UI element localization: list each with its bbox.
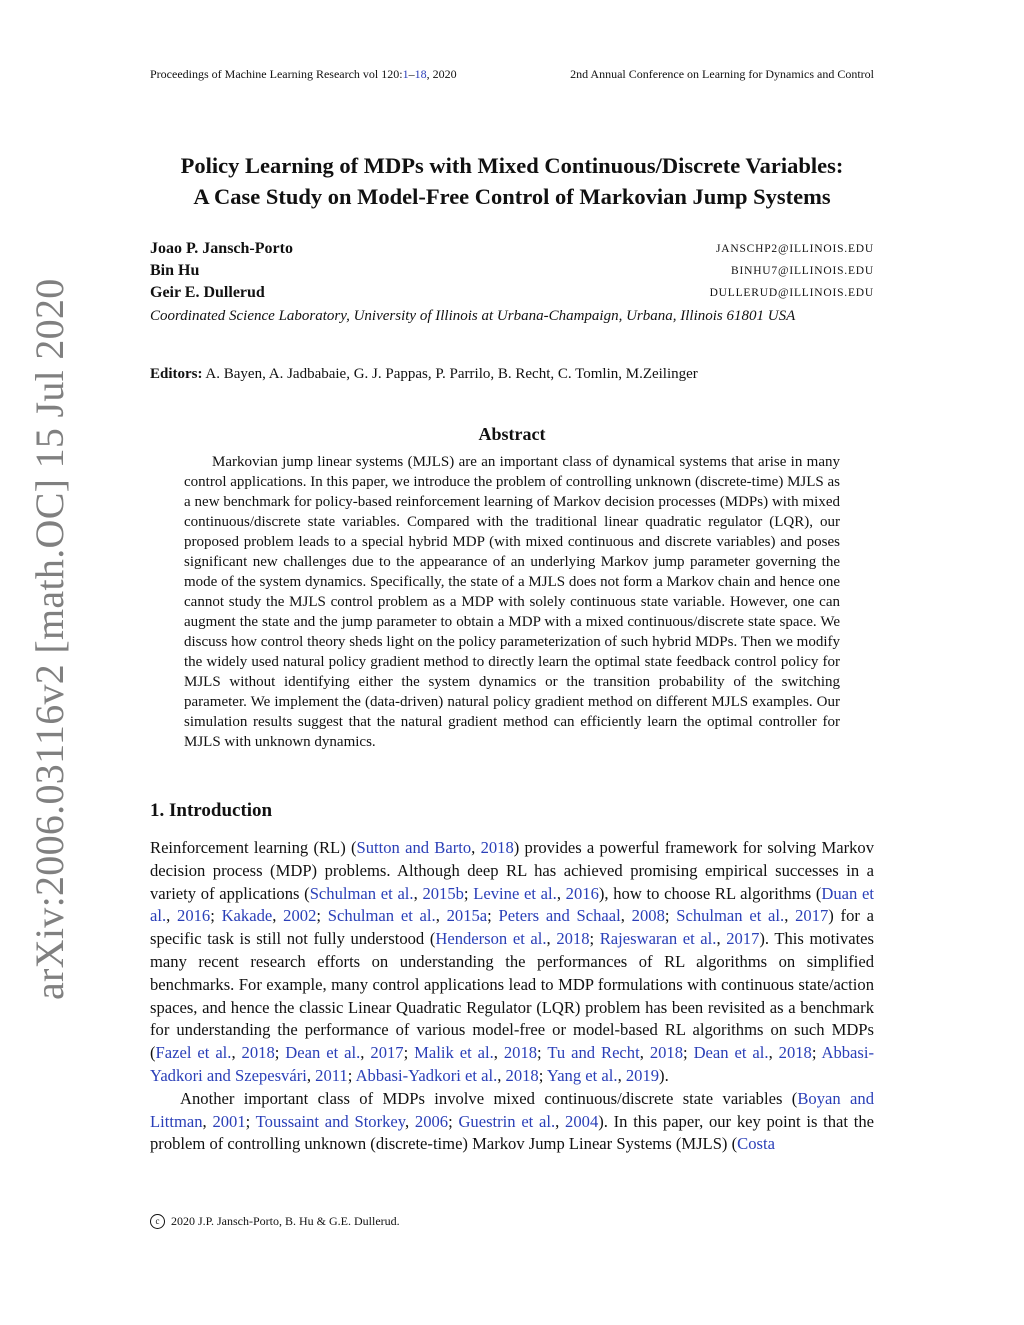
author-row: [150, 260, 874, 282]
citation-link[interactable]: Boyan and Littman: [150, 1088, 874, 1131]
page-start-link[interactable]: 1: [402, 67, 409, 81]
citation-link[interactable]: Abbasi-Yadkori et al.: [355, 1065, 498, 1085]
citation-link[interactable]: Levine et al.: [473, 883, 557, 903]
citation-year-link[interactable]: 2018: [505, 1065, 539, 1085]
author-row: [150, 282, 874, 304]
citation-link[interactable]: Dean et al.: [285, 1043, 361, 1063]
copyright-icon: c: [150, 1214, 165, 1229]
intro-paragraph-2: Another important class of MDPs involve mixed continuous/discrete state variables (Boyan and Littman, 2001; Toussaint and Storkey, 2006; Guestrin et al., 2004). In this paper, our key point is that the problem of controlling unknown (discrete-time) Markov Jump Linear Systems (MJLS) (Costa: [150, 1088, 875, 1154]
author-block: [150, 238, 874, 328]
citation-link[interactable]: Dean et al.: [693, 1043, 769, 1063]
citation-year-link[interactable]: 2017: [726, 929, 760, 949]
citation-year-link[interactable]: 2016: [177, 906, 211, 926]
editors-line: [150, 366, 874, 383]
editors-names: A. Bayen, A. Jadbabaie, G. J. Pappas, P. Parrilo, B. Recht, C. Tomlin, M.Zeilinger: [202, 366, 698, 382]
citation-link[interactable]: Kakade: [221, 906, 273, 926]
citation-year-link[interactable]: 2016: [565, 883, 599, 903]
author-name: Bin Hu: [150, 262, 200, 279]
author-email: BINHU7@ILLINOIS.EDU: [730, 265, 874, 277]
citation-year-link[interactable]: 2018: [649, 1043, 683, 1063]
citation-link[interactable]: Abbasi-Yadkori and Szepesvári: [150, 1043, 875, 1085]
citation-year-link[interactable]: 2017: [370, 1043, 404, 1063]
author-email: JANSCHP2@ILLINOIS.EDU: [715, 243, 874, 255]
proceedings-info: Proceedings of Machine Learning Research vol 120:1–18, 2020: [150, 67, 457, 81]
copyright-footer: [150, 1214, 400, 1229]
citation-year-link[interactable]: 2017: [795, 906, 829, 926]
affiliation: Coordinated Science Laboratory, University of Illinois at Urbana-Champaign, Urbana, Illinois 61801 USA: [150, 308, 796, 324]
citation-link[interactable]: Peters and Schaal: [498, 906, 621, 926]
citation-link[interactable]: Costa: [737, 1134, 775, 1154]
introduction-body: [150, 837, 874, 1156]
citation-link[interactable]: Schulman et al.: [327, 906, 436, 926]
citation-year-link[interactable]: 2015b: [422, 883, 464, 903]
citation-year-link[interactable]: 2011: [315, 1065, 348, 1085]
citation-year-link[interactable]: 2004: [565, 1111, 599, 1131]
citation-year-link[interactable]: 2015a: [446, 906, 488, 926]
citation-year-link[interactable]: 2008: [631, 906, 665, 926]
citation-year-link[interactable]: 2018: [241, 1043, 275, 1063]
copyright-text: 2020 J.P. Jansch-Porto, B. Hu & G.E. Dullerud.: [168, 1214, 400, 1228]
citation-link[interactable]: Tu and Recht: [547, 1043, 640, 1063]
conference-name: 2nd Annual Conference on Learning for Dynamics and Control: [570, 67, 874, 81]
citation-year-link[interactable]: 2001: [212, 1111, 246, 1131]
citation-link[interactable]: Schulman et al.: [676, 906, 785, 926]
page-end-link[interactable]: 18: [414, 67, 427, 81]
title-line-1: Policy Learning of MDPs with Mixed Continuous/Discrete Variables:: [180, 153, 844, 178]
intro-paragraph-1: Reinforcement learning (RL) (Sutton and Barto, 2018) provides a powerful framework for solving Markov decision process (MDP) problems. Although deep RL has achieved promising empirical successes in a variety of applications (Schulman et al., 2015b; Levine et al., 2016), how to choose RL algorithms (Duan et al., 2016; Kakade, 2002; Schulman et al., 2015a; Peters and Schaal, 2008; Schulman et al., 2017) for a specific task is still not fully understood (Henderson et al., 2018; Rajeswaran et al., 2017). This motivates many recent research efforts on understanding the performances of RL algorithms on simplified benchmarks. For example, many control applications lead to MDP formulations with continuous state/action spaces, and hence the classic Linear Quadratic Regulator (LQR) problem has been revisited as a benchmark for understanding the performance of various model-free or model-based RL algorithms on such MDPs (Fazel et al., 2018; Dean et al., 2017; Malik et al., 2018; Tu and Recht, 2018; Dean et al., 2018; Abbasi-Yadkori and Szepesvári, 2011; Abbasi-Yadkori et al., 2018; Yang et al., 2019).: [150, 838, 875, 1085]
citation-link[interactable]: Schulman et al.: [309, 883, 414, 903]
citation-link[interactable]: Toussaint and Storkey: [255, 1111, 406, 1131]
author-email: DULLERUD@ILLINOIS.EDU: [709, 287, 874, 299]
running-header: [150, 67, 874, 82]
abstract-text: Markovian jump linear systems (MJLS) are an important class of dynamical systems that arise in many control applications. In this paper, we introduce the problem of controlling unknown (discrete-time) MJLS as a new benchmark for policy-based reinforcement learning of Markov decision processes (MDPs) with mixed continuous/discrete state variables. Compared with the traditional linear quadratic regulator (LQR), our proposed problem leads to a special hybrid MDP (with mixed continuous and discrete variables) and poses significant new challenges due to the appearance of an underlying Markov jump parameter governing the mode of the system dynamics. Specifically, the state of a MJLS does not form a Markov chain and hence one cannot study the MJLS control problem as a MDP with solely continuous state variable. However, one can augment the state and the jump parameter to obtain a MDP with a mixed continuous/discrete state space. We discuss how control theory sheds light on the policy parameterization of such hybrid MDPs. Then we modify the widely used natural policy gradient method to directly learn the optimal state feedback control policy for MJLS without identifying either the system dynamics or the transition probability of the switching parameter. We implement the (data-driven) natural policy gradient method on different MJLS examples. Our simulation results suggest that the natural gradient method can efficiently learn the optimal controller for MJLS with unknown dynamics.: [184, 454, 840, 750]
citation-year-link[interactable]: 2018: [480, 838, 514, 857]
citation-year-link[interactable]: 2018: [778, 1043, 812, 1063]
citation-link[interactable]: Yang et al.: [546, 1065, 618, 1085]
author-name: Geir E. Dullerud: [150, 284, 265, 301]
section-heading: 1. Introduction: [150, 800, 273, 821]
citation-year-link[interactable]: 2006: [414, 1111, 449, 1131]
citation-link[interactable]: Henderson et al.: [435, 929, 547, 949]
arxiv-identifier: arXiv:2006.03116v2 [math.OC] 15 Jul 2020: [27, 278, 72, 1000]
author-row: [150, 238, 874, 260]
citation-link[interactable]: Duan et al.: [150, 883, 875, 926]
citation-year-link[interactable]: 2002: [283, 906, 317, 926]
citation-year-link[interactable]: 2019: [625, 1065, 660, 1085]
paper-title: [100, 150, 924, 212]
citation-link[interactable]: Sutton and Barto: [356, 838, 472, 857]
citation-link[interactable]: Fazel et al.: [155, 1043, 232, 1063]
citation-year-link[interactable]: 2018: [556, 929, 590, 949]
citation-year-link[interactable]: 2018: [503, 1043, 538, 1063]
editors-label: Editors:: [150, 366, 203, 382]
citation-link[interactable]: Rajeswaran et al.: [599, 929, 717, 949]
author-name: Joao P. Jansch-Porto: [150, 240, 293, 257]
abstract-heading: Abstract: [478, 424, 546, 444]
title-line-2: A Case Study on Model-Free Control of Markovian Jump Systems: [193, 184, 831, 209]
citation-link[interactable]: Malik et al.: [414, 1043, 494, 1063]
citation-link[interactable]: Guestrin et al.: [458, 1111, 556, 1131]
